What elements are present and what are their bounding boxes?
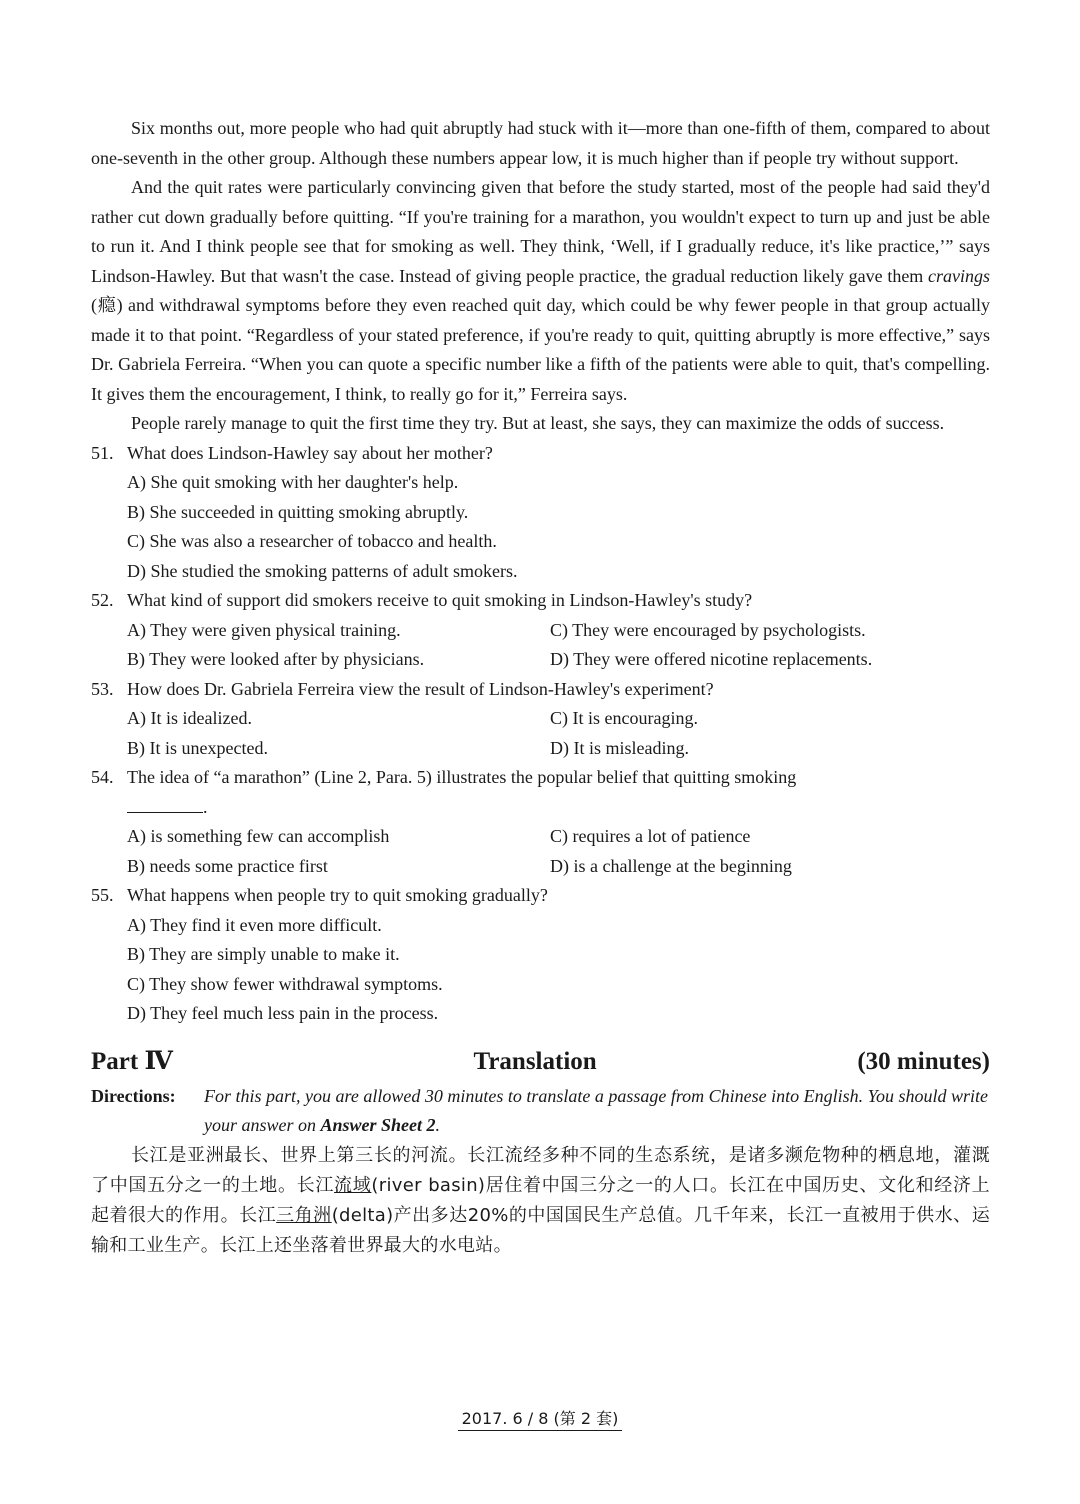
option-53-d[interactable]: D) It is misleading. [550,737,689,758]
option-54-c[interactable]: C) requires a lot of patience [550,826,751,846]
question-text: How does Dr. Gabriela Ferreira view the result of Lindson-Hawley's experiment? [127,678,714,699]
options-row [91,704,990,734]
option-51-b[interactable]: B) She succeeded in quitting smoking abruptly. [127,501,469,522]
paragraph-2-text-b: (瘾) and withdrawal symptoms before they even reached quit day, which could be why fewer people in that group actually made it to that point. “Regardless of your stated preference, if you're ready to quit, quitting abruptly is more effective,” says Dr. Gabriela Ferreira. “When you can quote a specific number like a fifth of the patients were able to quit, that's compelling. It gives them the encouragement, I think, to really go for it,” Ferreira says. [91,295,990,404]
answer-sheet-ref: Answer Sheet 2 [320,1115,436,1135]
directions-text: For this part, you are allowed 30 minutes to translate a passage from Chinese into English. You should write your answer on [204,1085,989,1135]
paragraph-2 [91,173,990,409]
question-text: What kind of support did smokers receive to quit smoking in Lindson-Hawley's study? [127,590,753,610]
italic-word-cravings: cravings [928,265,990,286]
option-52-d[interactable]: D) They were offered nicotine replacements. [550,649,873,669]
question-text: What happens when people try to quit smoking gradually? [127,885,548,905]
cn-underlined-river-basin: 流域 [334,1174,372,1196]
directions-end: . [435,1115,441,1135]
question-number: 54. [91,767,114,787]
options-row [91,822,990,852]
cn-text-3: (delta)产出多达20%的中国国民生产总值。几千年来，长江一直被用于供水、运输和工业生产。长江上还坐落着世界最大的水电站。 [91,1204,991,1256]
cn-text-2: (river basin)居住着中国三分之一的人口。长江在中国历史、文化和经济上起着很大的作用。长江 [91,1174,990,1226]
directions-label: Directions: [91,1085,176,1106]
option-55-d[interactable]: D) They feel much less pain in the process. [127,1003,439,1023]
option-55-b[interactable]: B) They are simply unable to make it. [127,944,400,964]
option-51-d[interactable]: D) She studied the smoking patterns of adult smokers. [127,560,518,581]
question-54 [91,763,990,793]
option-55-c[interactable]: C) They show fewer withdrawal symptoms. [127,973,443,994]
question-number: 51. [91,442,114,463]
option-52-c[interactable]: C) They were encouraged by psychologists. [550,619,866,640]
chinese-passage [91,1141,990,1261]
exam-page [91,114,990,1261]
option-51-c[interactable]: C) She was also a researcher of tobacco and health. [127,531,497,551]
option-54-a[interactable]: A) is something few can accomplish [127,826,390,846]
footer-text: 2017. 6 / 8 (第 2 套) [458,1409,623,1431]
options-row [91,734,990,764]
cn-underlined-delta: 三角洲 [276,1204,332,1226]
question-number: 53. [91,678,114,699]
option-53-c[interactable]: C) It is encouraging. [550,708,698,728]
option-53-b[interactable]: B) It is unexpected. [127,737,268,758]
part-title: Translation [473,1047,597,1075]
option-52-a[interactable]: A) They were given physical training. [127,619,401,640]
directions [91,1082,990,1141]
option-52-b[interactable]: B) They were looked after by physicians. [127,649,425,669]
cn-text-1: 长江是亚洲最长、世界上第三长的河流。长江流经多种不同的生态系统，是诸多濒危物种的栖息地，灌溉了中国五分之一的土地。长江 [91,1144,990,1196]
answer-blank [127,794,203,813]
question-number: 55. [91,885,114,905]
options-row [91,852,990,882]
question-text: What does Lindson-Hawley say about her mother? [127,442,493,463]
question-55 [91,881,990,911]
question-53 [91,675,990,705]
question-52 [91,586,990,616]
option-54-d[interactable]: D) is a challenge at the beginning [550,855,792,876]
option-55-a[interactable]: A) They find it even more difficult. [127,914,382,935]
question-number: 52. [91,590,114,610]
question-text: The idea of “a marathon” (Line 2, Para. 5) illustrates the popular belief that quitting smoking [127,767,797,787]
part-4-header [91,1042,990,1082]
answer-blank-line: . [91,793,990,823]
option-51-a[interactable]: A) She quit smoking with her daughter's help. [127,472,459,492]
options-row [91,616,990,646]
options-row [91,645,990,675]
paragraph-1: Six months out, more people who had quit abruptly had stuck with it—more than one-fifth of them, compared to about one-seventh in the other group. Although these numbers appear low, it is much higher than if people try without support. [91,118,990,168]
paragraph-2-text-a: And the quit rates were particularly convincing given that before the study started, most of the people had said they'd rather cut down gradually before quitting. “If you're training for a marathon, you wouldn't expect to turn up and just be able to run it. And I think people see that for smoking as well. They think, ‘Well, if I gradually reduce, it's like practice,’” says Lindson-Hawley. But that wasn't the case. Instead of giving people practice, the gradual reduction likely gave them [91,177,990,286]
option-53-a[interactable]: A) It is idealized. [127,708,252,728]
question-51 [91,439,990,469]
option-54-b[interactable]: B) needs some practice first [127,855,328,876]
paragraph-3: People rarely manage to quit the first time they try. But at least, she says, they can maximize the odds of success. [131,413,945,433]
page-footer [0,1406,1080,1429]
part-label: Part Ⅳ [91,1047,173,1075]
part-time: (30 minutes) [857,1047,990,1075]
